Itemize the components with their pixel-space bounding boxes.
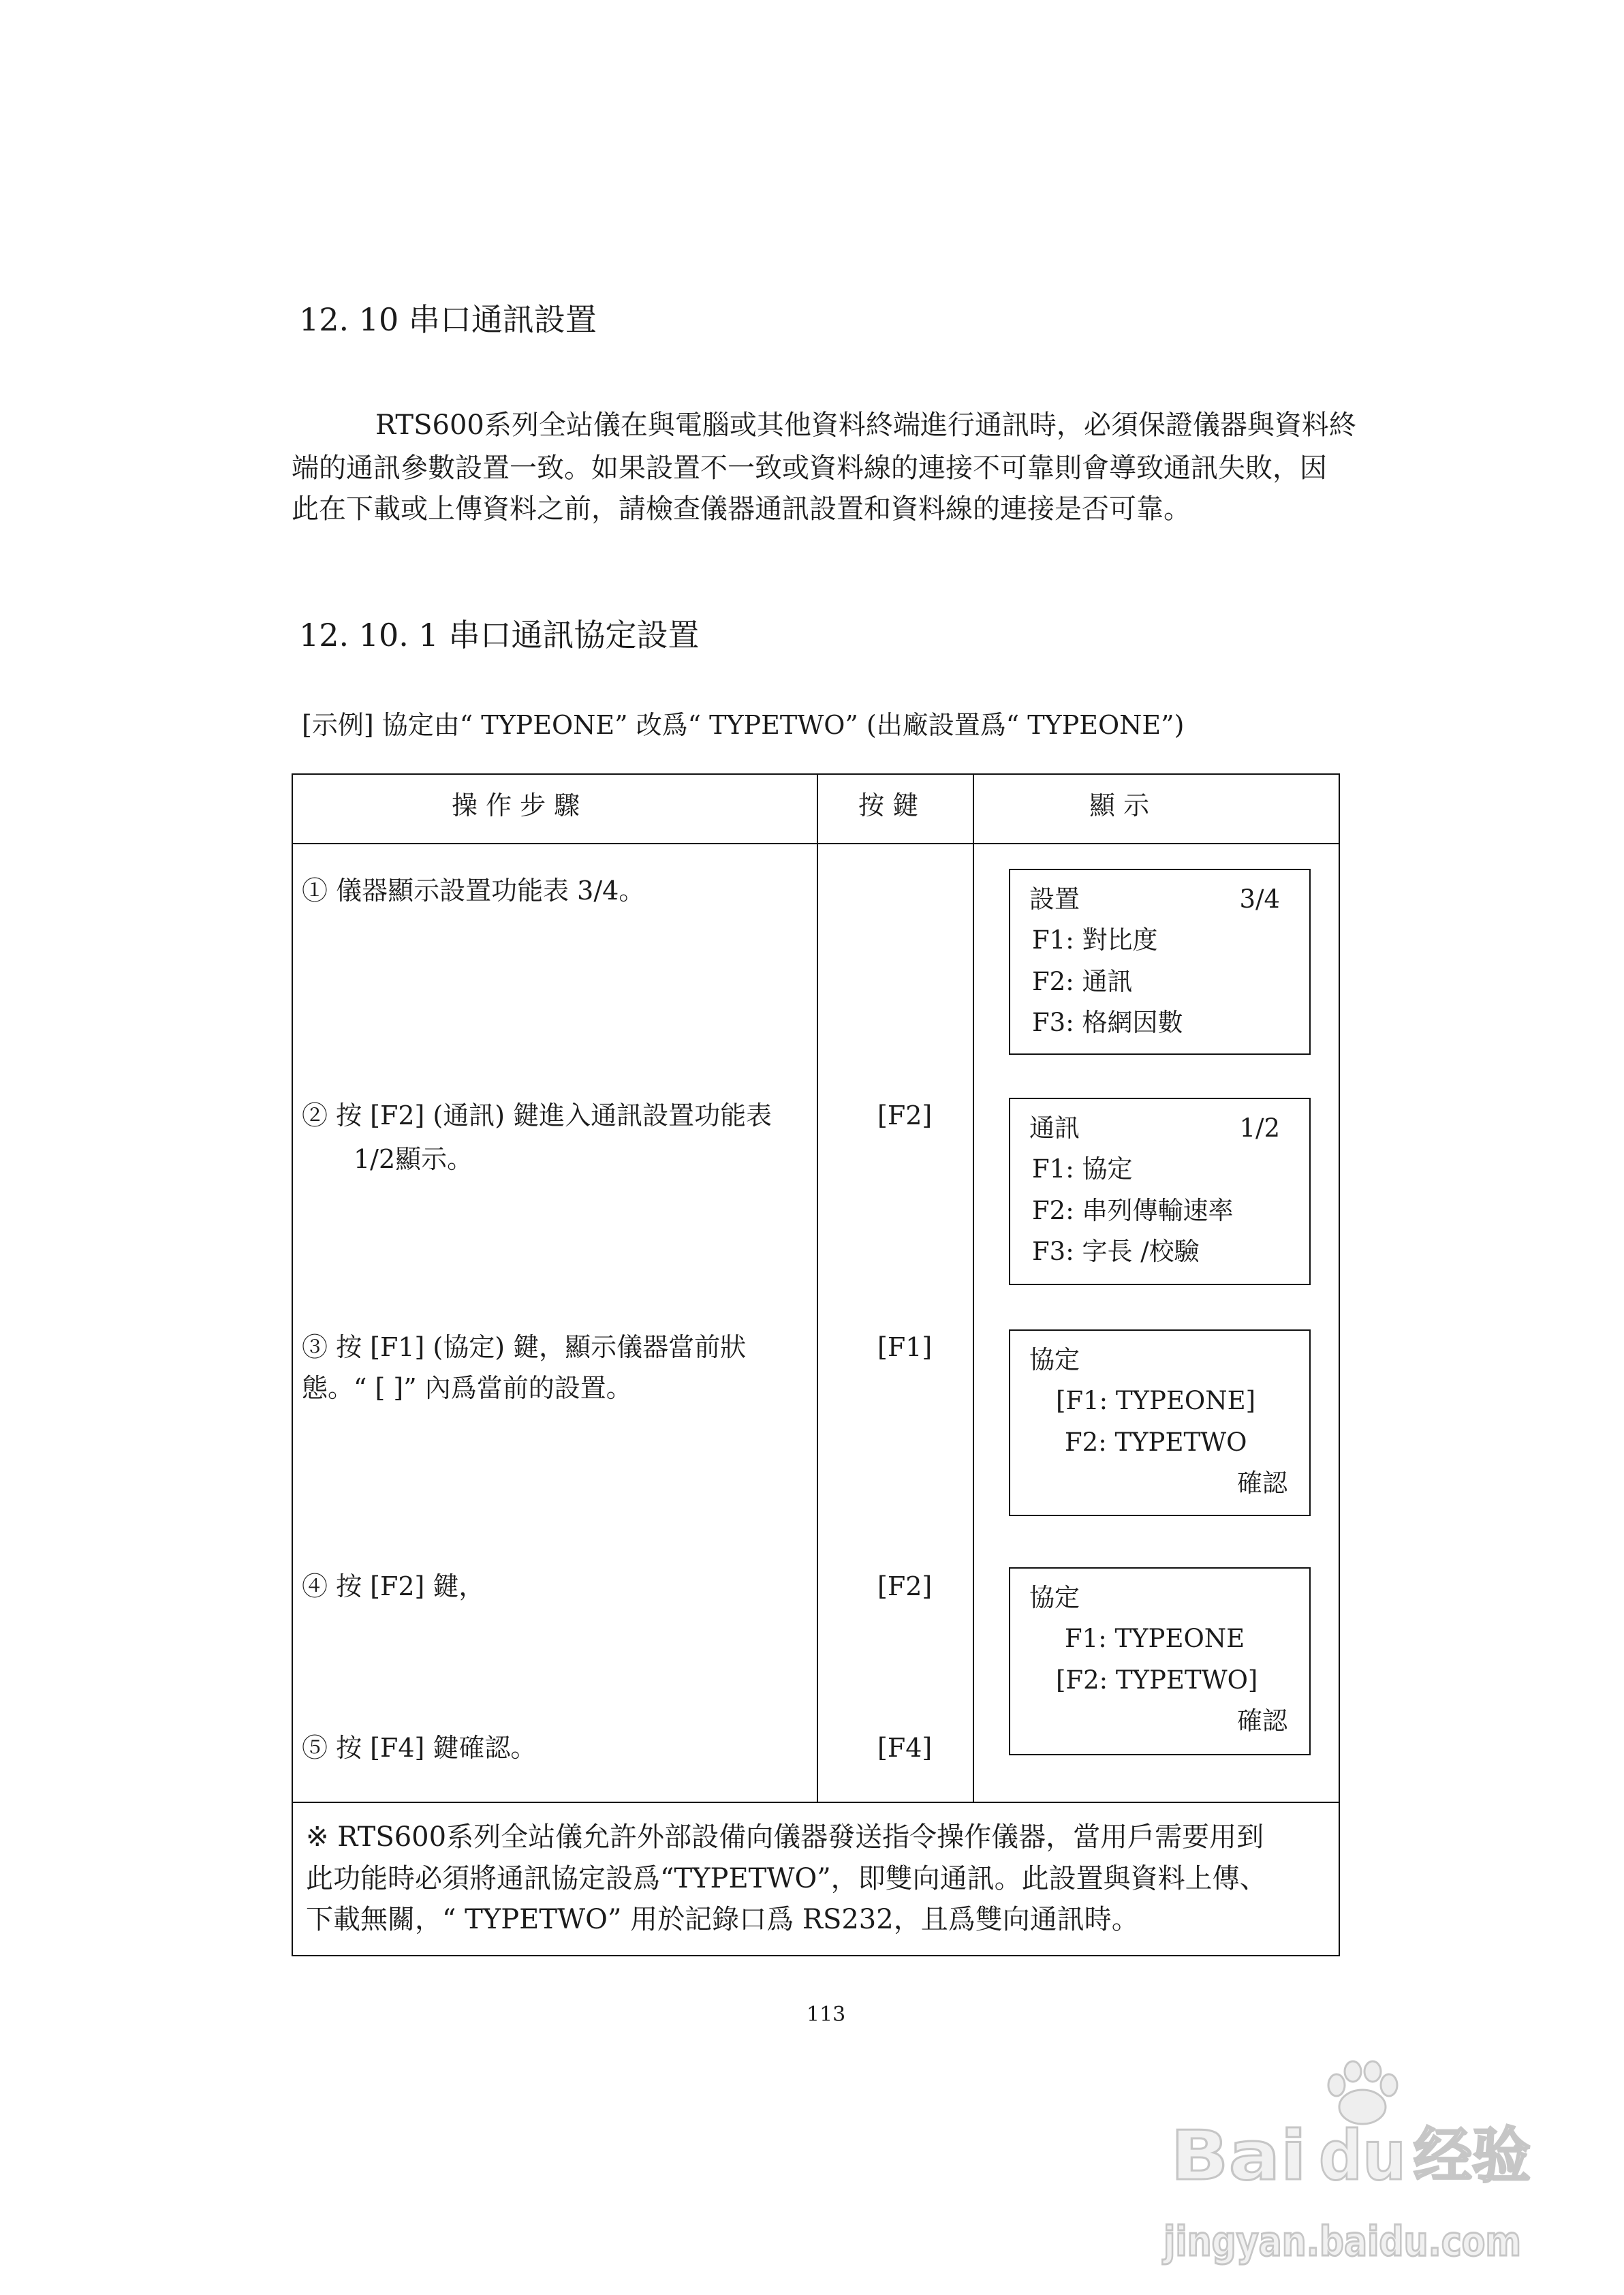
section-heading: 12. 10 串口通訊設置: [299, 301, 597, 338]
header-keys: 按 鍵: [858, 790, 919, 820]
screen-page: 1/2: [1239, 1113, 1280, 1143]
note-line: 此功能時必須將通訊協定設爲“TYPETWO”，即雙向通訊。此設置與資料上傳、: [306, 1863, 1267, 1894]
step-1-text: ① 儀器顯示設置功能表 3/4。: [302, 876, 645, 906]
step-5-key: [F4]: [877, 1733, 933, 1763]
screen-item: F1: 對比度: [1032, 925, 1158, 955]
header-steps: 操 作 步 驟: [452, 790, 580, 820]
screen-item: F2: 串列傳輸速率: [1032, 1196, 1234, 1225]
screen-title: 通訊: [1029, 1113, 1080, 1143]
header-display: 顯 示: [1089, 790, 1150, 820]
note-divider: [292, 1802, 1340, 1803]
header-divider: [292, 843, 1340, 844]
paragraph-line: RTS600系列全站儀在與電腦或其他資料終端進行通訊時，必須保證儀器與資料終: [375, 410, 1356, 441]
screen-item: [F1: TYPEONE]: [1056, 1386, 1256, 1415]
step-2-key: [F2]: [877, 1100, 933, 1130]
screen-item: F3: 字長 /校驗: [1032, 1237, 1200, 1266]
watermark-product: 经验: [1414, 2121, 1531, 2191]
paragraph-line: 此在下載或上傳資料之前，請檢查儀器通訊設置和資料線的連接是否可靠。: [292, 493, 1191, 525]
step-5-text: ⑤ 按 [F4] 鍵確認。: [302, 1733, 537, 1763]
screen-item: F3: 格網因數: [1032, 1008, 1183, 1037]
column-divider: [817, 773, 818, 1802]
subsection-heading: 12. 10. 1 串口通訊協定設置: [299, 617, 700, 653]
screen-item: F1: 協定: [1032, 1154, 1133, 1184]
screen-item: F1: TYPEONE: [1065, 1624, 1245, 1653]
watermark-brand-part2: du: [1319, 2116, 1406, 2196]
step-3-text: ③ 按 [F1] (協定) 鍵，顯示儀器當前狀: [302, 1332, 747, 1362]
screen-protocol-current: [1009, 1329, 1311, 1516]
screen-confirm: 確認: [1237, 1468, 1287, 1498]
screen-title: 協定: [1029, 1583, 1080, 1612]
screen-communication: [1009, 1098, 1311, 1285]
step-2-text: ② 按 [F2] (通訊) 鍵進入通訊設置功能表: [302, 1100, 772, 1130]
step-3-text: 態。“ [ ]” 內爲當前的設置。: [302, 1373, 632, 1403]
screen-protocol-changed: [1009, 1567, 1311, 1755]
screen-confirm: 確認: [1237, 1706, 1287, 1736]
step-3-key: [F1]: [877, 1332, 933, 1362]
paragraph-line: 端的通訊參數設置一致。如果設置不一致或資料線的連接不可靠則會導致通訊失敗，因: [292, 452, 1327, 484]
step-4-text: ④ 按 [F2] 鍵，: [302, 1571, 485, 1601]
screen-item: [F2: TYPETWO]: [1056, 1665, 1258, 1695]
screen-title: 設置: [1029, 884, 1080, 914]
watermark: [1158, 2051, 1540, 2276]
page-number: 113: [807, 2003, 846, 2027]
example-caption: [示例] 協定由“ TYPEONE” 改爲“ TYPETWO” (出廠設置爲“ TYPEONE”): [302, 710, 1185, 740]
screen-item: F2: 通訊: [1032, 967, 1133, 996]
paw-icon: [1328, 2061, 1397, 2124]
note-line: 下載無關，“ TYPETWO” 用於記錄口爲 RS232，且爲雙向通訊時。: [306, 1904, 1139, 1935]
column-divider: [973, 773, 974, 1802]
step-4-key: [F2]: [877, 1571, 933, 1601]
watermark-brand-part1: Bai: [1170, 2116, 1307, 2196]
note-line: ※ RTS600系列全站儀允許外部設備向儀器發送指令操作儀器，當用戶需要用到: [306, 1821, 1264, 1853]
screen-item: F2: TYPETWO: [1065, 1428, 1247, 1457]
watermark-url: jingyan.baidu.com: [1162, 2218, 1521, 2266]
screen-page: 3/4: [1239, 884, 1280, 914]
screen-title: 協定: [1029, 1345, 1080, 1374]
screen-settings: [1009, 869, 1311, 1055]
step-2-text: 1/2顯示。: [354, 1144, 473, 1174]
